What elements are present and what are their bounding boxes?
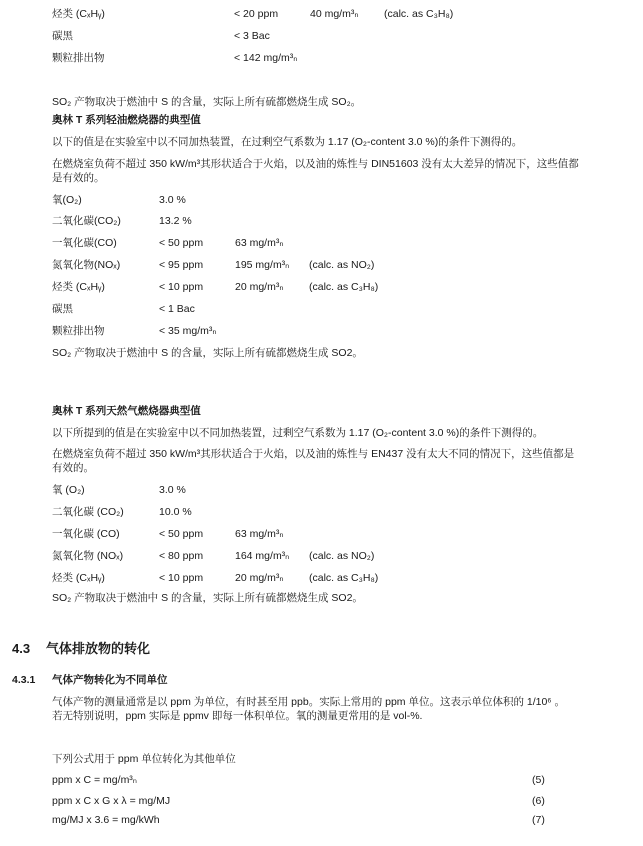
oil-intro-2: 在燃烧室负荷不超过 350 kW/m³其形状适合于火焰，以及油的炼性与 DIN51603 没有太大差异的情况下，这些值都 (52, 158, 579, 170)
row-value-calc: (calc. as C₃H₈) (309, 281, 379, 293)
formula-number: (6) (532, 795, 545, 807)
formula-number: (7) (532, 814, 545, 826)
row-value-ppm: < 1 Bac (159, 303, 195, 315)
formula-expression: mg/MJ x 3.6 = mg/kWh (52, 814, 160, 826)
row-label: 碳黑 (52, 303, 73, 315)
row-value-ppm: 3.0 % (159, 484, 186, 496)
gas-intro-1: 以下所提到的值是在实验室中以不同加热装置，过剩空气系数为 1.17 (O₂-content 3.0 %)的条件下测得的。 (52, 427, 544, 439)
subsection-number: 4.3.1 (12, 674, 36, 686)
gas-intro-2-cont: 有效的。 (52, 462, 94, 474)
row-label: 氧 (O₂) (52, 484, 85, 496)
row-value-ppm: < 10 ppm (159, 281, 204, 293)
oil-intro-2-cont: 是有效的。 (52, 172, 105, 184)
row-value-ppm: 3.0 % (159, 194, 186, 206)
row-label: 二氧化碳 (CO₂) (52, 506, 124, 518)
row-value-calc: (calc. as C₃H₈) (384, 8, 454, 20)
oil-note: SO₂ 产物取决于燃油中 S 的含量，实际上所有硫都燃烧生成 SO2。 (52, 347, 363, 359)
oil-section-title: 奥林 T 系列轻油燃烧器的典型值 (52, 114, 201, 126)
row-value-ppm: 10.0 % (159, 506, 192, 518)
row-value-ppm: < 10 ppm (159, 572, 204, 584)
section-number: 4.3 (12, 641, 31, 656)
row-value-mg: 63 mg/m³ₙ (235, 528, 284, 540)
section-title: 气体排放物的转化 (46, 641, 151, 656)
row-label: 氧(O₂) (52, 194, 82, 206)
row-value-calc: (calc. as NO₂) (309, 259, 375, 271)
row-value-ppm: < 3 Bac (234, 30, 270, 42)
gas-intro-2: 在燃烧室负荷不超过 350 kW/m³其形状适合于火焰，以及油的炼性与 EN437 没有太大不同的情况下，这些值都是 (52, 448, 575, 460)
row-value-calc: (calc. as NO₂) (309, 550, 375, 562)
row-value-mg: 20 mg/m³ₙ (235, 281, 284, 293)
row-value-ppm: < 142 mg/m³ₙ (234, 52, 298, 64)
row-value-mg: 63 mg/m³ₙ (235, 237, 284, 249)
row-label: 颗粒排出物 (52, 325, 105, 337)
formulas-intro: 下列公式用于 ppm 单位转化为其他单位 (52, 753, 236, 765)
row-value-ppm: < 20 ppm (234, 8, 279, 20)
row-label: 碳黑 (52, 30, 73, 42)
oil-intro-1: 以下的值是在实验室中以不同加热装置，在过剩空气系数为 1.17 (O₂-content 3.0 %)的条件下测得的。 (52, 136, 523, 148)
row-label: 烃类 (CₓHᵧ) (52, 572, 105, 584)
units-paragraph-line-2: 若无特别说明，ppm 实际是 ppmv 即每一体积单位。氧的测量更常用的是 vol-%. (52, 710, 423, 722)
row-label: 一氧化碳(CO) (52, 237, 117, 249)
gas-section-title: 奥林 T 系列天然气燃烧器典型值 (52, 405, 201, 417)
row-value-ppm: < 95 ppm (159, 259, 204, 271)
row-value-ppm: 13.2 % (159, 215, 192, 227)
row-value-mg: 20 mg/m³ₙ (235, 572, 284, 584)
row-value-ppm: < 50 ppm (159, 237, 204, 249)
top-note: SO₂ 产物取决于燃油中 S 的含量，实际上所有硫都燃烧生成 SO₂。 (52, 96, 362, 108)
row-value-calc: (calc. as C₃H₈) (309, 572, 379, 584)
row-value-ppm: < 80 ppm (159, 550, 204, 562)
row-value-mg: 195 mg/m³ₙ (235, 259, 290, 271)
formula-expression: ppm x C = mg/m³ₙ (52, 774, 137, 786)
formula-number: (5) (532, 774, 545, 786)
gas-note: SO₂ 产物取决于燃油中 S 的含量，实际上所有硫都燃烧生成 SO2。 (52, 592, 363, 604)
units-paragraph-line-1: 气体产物的测量通常是以 ppm 为单位，有时甚至用 ppb。实际上常用的 ppm 单位。这表示单位体积的 1/10⁶ 。 (52, 696, 566, 708)
row-label: 烃类 (CₓHᵧ) (52, 281, 105, 293)
row-label: 烃类 (CₓHᵧ) (52, 8, 105, 20)
row-label: 氮氧化物(NOₓ) (52, 259, 121, 271)
subsection-title: 气体产物转化为不同单位 (52, 674, 168, 686)
row-label: 一氧化碳 (CO) (52, 528, 120, 540)
formula-expression: ppm x C x G x λ = mg/MJ (52, 795, 171, 807)
row-label: 氮氧化物 (NOₓ) (52, 550, 124, 562)
row-value-ppm: < 35 mg/m³ₙ (159, 325, 217, 337)
row-value-mg: 40 mg/m³ₙ (310, 8, 359, 20)
row-label: 二氧化碳(CO₂) (52, 215, 121, 227)
row-value-ppm: < 50 ppm (159, 528, 204, 540)
row-label: 颗粒排出物 (52, 52, 105, 64)
row-value-mg: 164 mg/m³ₙ (235, 550, 290, 562)
